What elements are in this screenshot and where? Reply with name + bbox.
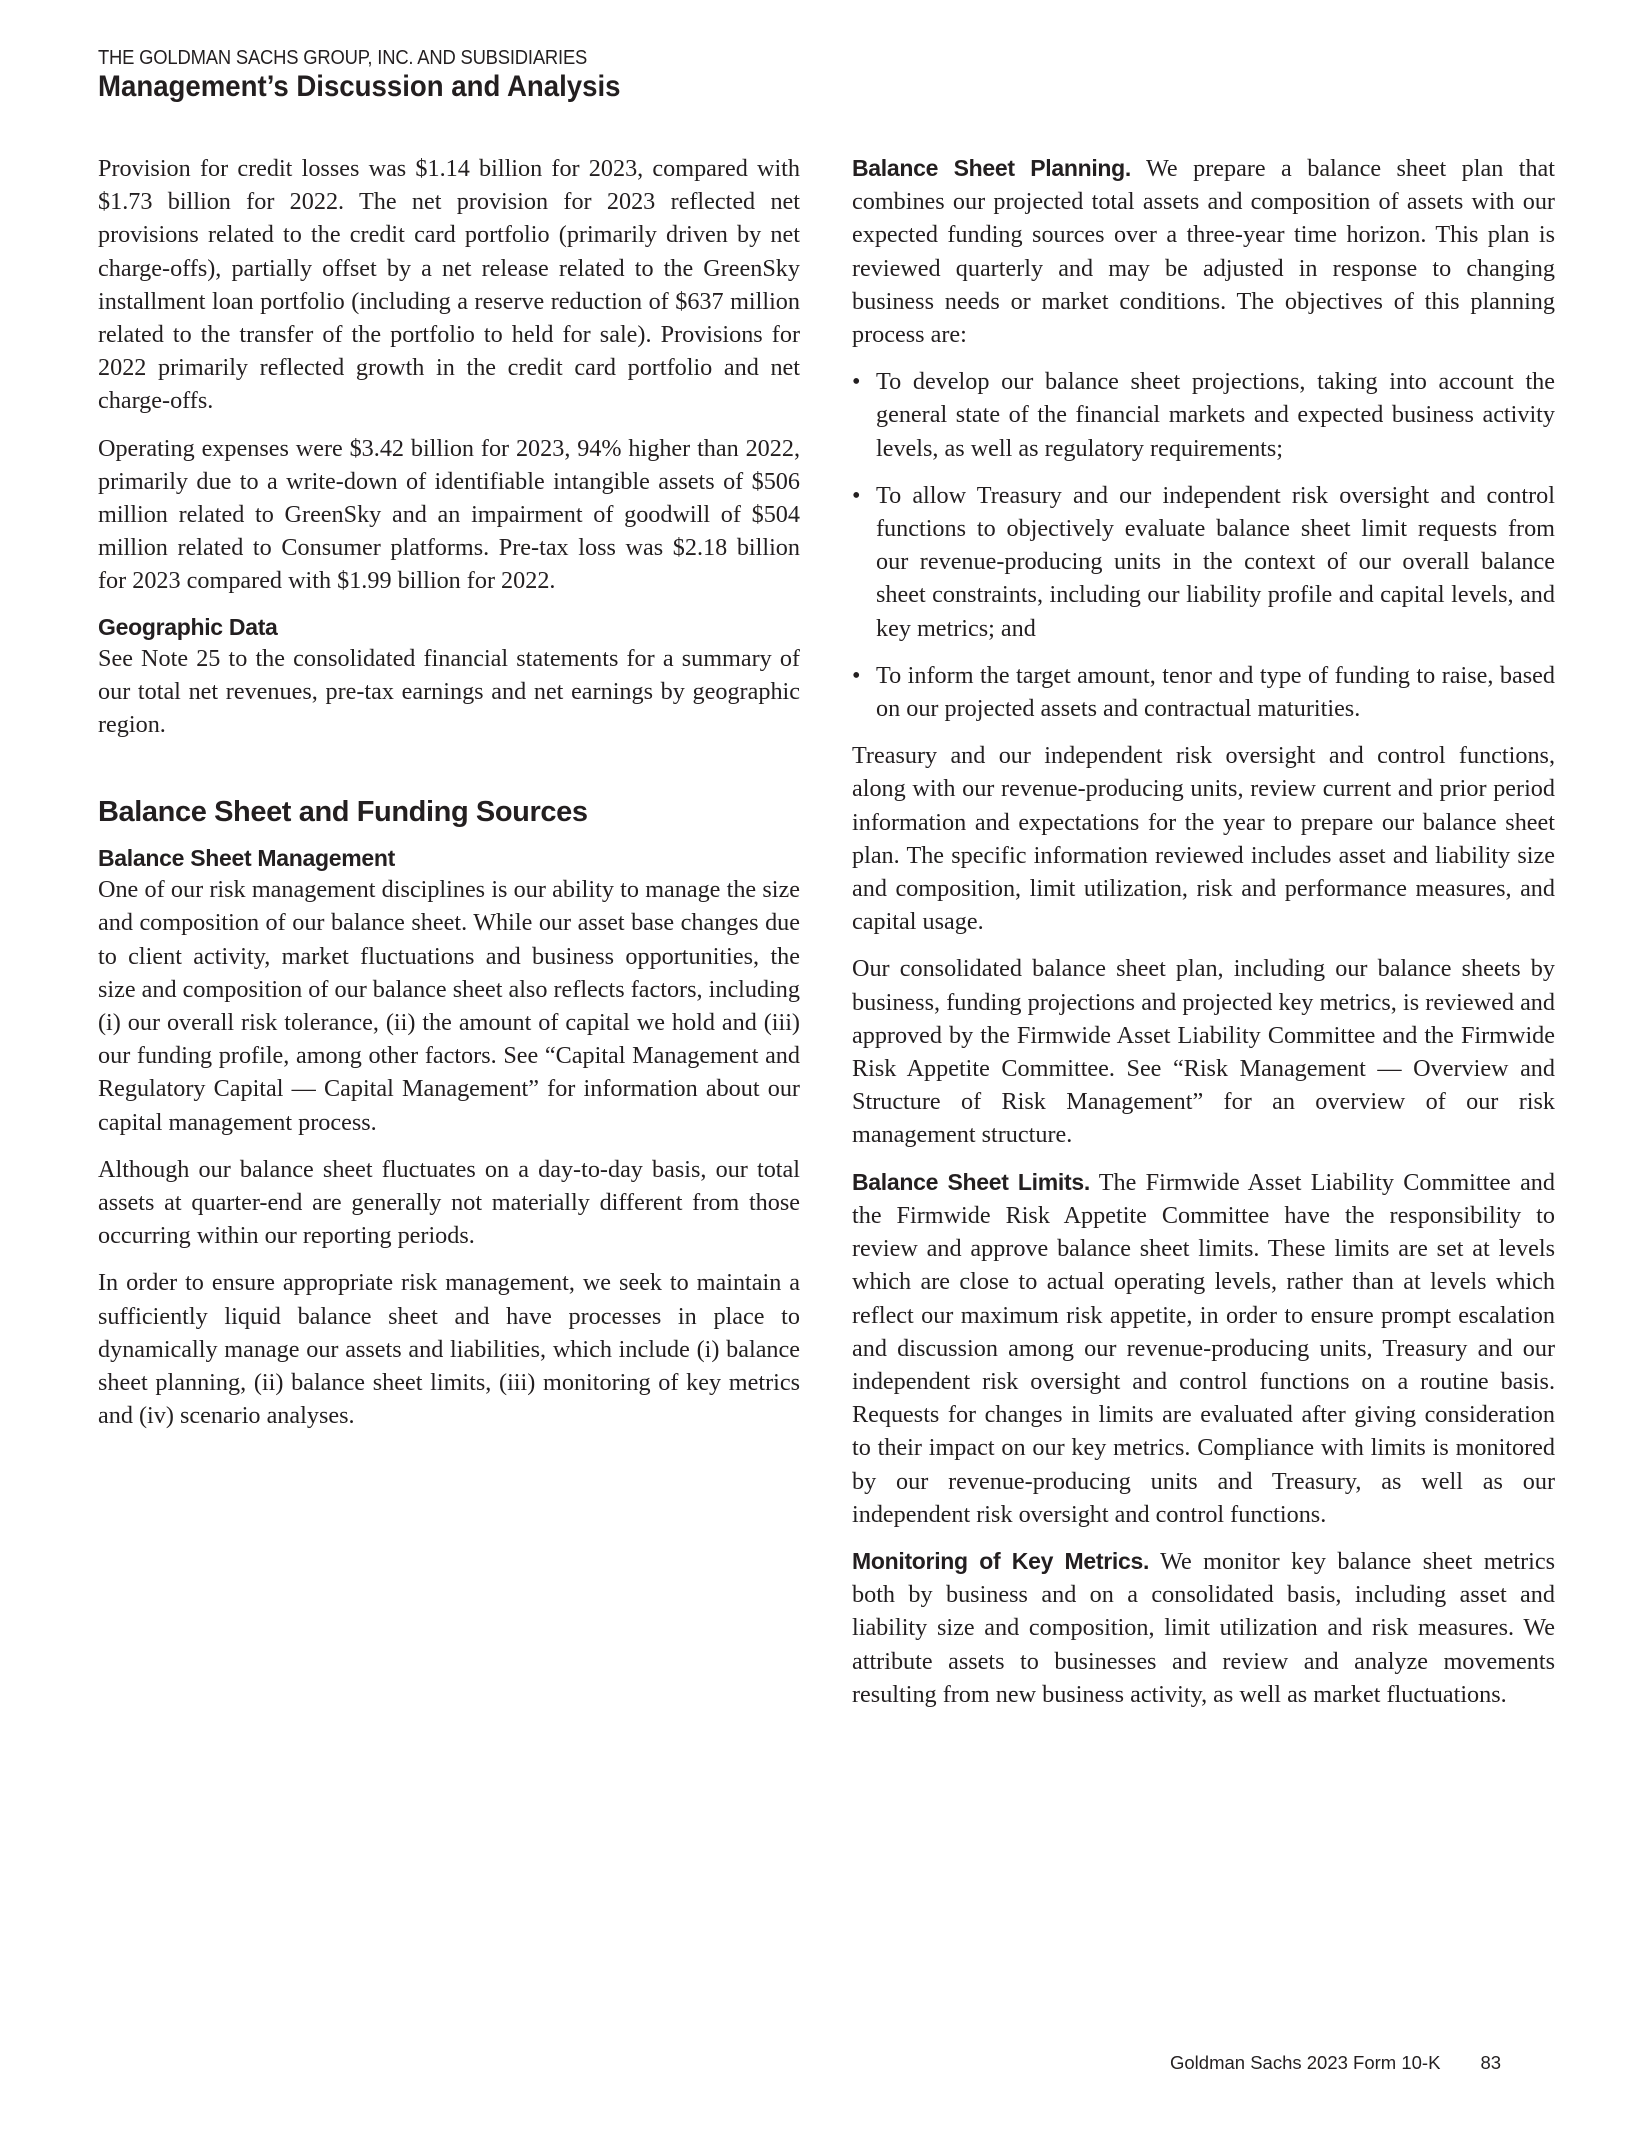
bullet-icon: • xyxy=(852,661,861,689)
page-number: 83 xyxy=(1480,2052,1502,2073)
balance-sheet-planning-paragraph xyxy=(852,152,1555,351)
section-title: Management’s Discussion and Analysis xyxy=(98,70,621,103)
section-spacer xyxy=(98,755,800,795)
balance-sheet-planning-text: We prepare a balance sheet plan that combines our projected total assets and composition of assets with our expected funding sources over a three-year time horizon. This plan is reviewed quarterly and may be adjusted in response to changing business needs or market conditions. The objectives of this planning process are: xyxy=(852,155,1556,349)
balance-sheet-limits-runin: Balance Sheet Limits. xyxy=(852,1168,1090,1195)
key-metrics-text: We monitor key balance sheet metrics both by business and on a consolidated basis, including asset and liability size and composition, limit utilization and risk measures. We attribute assets to businesses and review and analyze movements resulting from new business activity, as well as market fluctuations. xyxy=(852,1547,1555,1708)
balance-sheet-management-paragraph-3: In order to ensure appropriate risk management, we seek to maintain a sufficiently liquid balance sheet and have processes in place to dynamically manage our assets and liabilities, which include (i) balance sheet planning, (ii) balance sheet limits, (iii) monitoring of key metrics and (iv) scenario analyses. xyxy=(98,1269,800,1430)
page-footer xyxy=(1170,2052,1501,2074)
key-metrics-runin: Monitoring of Key Metrics. xyxy=(852,1547,1150,1574)
balance-sheet-management-paragraph-2: Although our balance sheet fluctuates on a day-to-day basis, our total assets at quarter-end are generally not materially different from those occurring within our reporting periods. xyxy=(98,1155,800,1250)
list-item xyxy=(852,479,1555,645)
key-metrics-paragraph xyxy=(852,1545,1555,1711)
bullet-icon: • xyxy=(852,368,861,396)
provision-paragraph: Provision for credit losses was $1.14 billion for 2023, compared with $1.73 billion for 2022. The net provision for 2023 reflected net provisions related to the credit card portfolio (primarily driven by net charge-offs), partially offset by a net release related to the GreenSky installment loan portfolio (including a reserve reduction of $637 million related to the transfer of the portfolio to held for sale). Provisions for 2022 primarily reflected growth in the credit card portfolio and net charge-offs. xyxy=(98,155,800,415)
right-column xyxy=(852,152,1555,1725)
list-item xyxy=(852,659,1555,725)
left-column xyxy=(98,152,800,1447)
geographic-data-heading: Geographic Data xyxy=(98,613,278,640)
company-name: THE GOLDMAN SACHS GROUP, INC. AND SUBSIDIARIES xyxy=(98,47,588,69)
bullet-icon: • xyxy=(852,481,861,509)
geographic-data-paragraph: See Note 25 to the consolidated financial statements for a summary of our total net revenues, pre-tax earnings and net earnings by geographic region. xyxy=(98,644,800,739)
list-item-text: To allow Treasury and our independent risk oversight and control functions to objectively evaluate balance sheet limit requests from our revenue-producing units in the context of our overall balance sheet constraints, including our liability profile and capital levels, and key metrics; and xyxy=(876,481,1555,642)
balance-sheet-management-heading: Balance Sheet Management xyxy=(98,845,396,872)
list-item-text: To develop our balance sheet projections, taking into account the general state of the financial markets and expected business activity levels, as well as regulatory requirements; xyxy=(876,368,1555,462)
page-header xyxy=(98,46,666,104)
balance-sheet-limits-paragraph xyxy=(852,1166,1555,1531)
publication-name: Goldman Sachs 2023 Form 10-K xyxy=(1170,2052,1441,2073)
planning-objectives-list xyxy=(852,365,1555,725)
list-item-text: To inform the target amount, tenor and type of funding to raise, based on our projected assets and contractual maturities. xyxy=(876,661,1555,723)
balance-sheet-management-paragraph-1: One of our risk management disciplines is our ability to manage the size and composition of our balance sheet. While our asset base changes due to client activity, market fluctuations and business opportunities, the size and composition of our balance sheet also reflects factors, including (i) our overall risk tolerance, (ii) the amount of capital we hold and (iii) our funding profile, among other factors. See “Capital Management and Regulatory Capital — Capital Management” for information about our capital management process. xyxy=(98,876,800,1136)
list-item xyxy=(852,365,1555,465)
balance-sheet-planning-runin: Balance Sheet Planning. xyxy=(852,155,1132,181)
operating-expenses-paragraph: Operating expenses were $3.42 billion for 2023, 94% higher than 2022, primarily due to a write-down of identifiable intangible assets of $506 million related to GreenSky and an impairment of goodwill of $504 million related to Consumer platforms. Pre-tax loss was $2.18 billion for 2023 compared with $1.99 billion for 2022. xyxy=(98,434,800,595)
treasury-review-paragraph: Treasury and our independent risk oversight and control functions, along with our revenue-producing units, review current and prior period information and expectations for the year to prepare our balance sheet plan. The specific information reviewed includes asset and liability size and composition, limit utilization, risk and performance measures, and capital usage. xyxy=(852,742,1555,936)
balance-sheet-limits-text: The Firmwide Asset Liability Committee and the Firmwide Risk Appetite Committee have the responsibility to review and approve balance sheet limits. These limits are set at levels which are close to actual operating levels, rather than at levels which reflect our maximum risk appetite, in order to ensure prompt escalation and discussion among our revenue-producing units, Treasury and our independent risk oversight and control functions on a routine basis. Requests for changes in limits are evaluated after giving consideration to their impact on our key metrics. Compliance with limits is monitored by our revenue-producing units and Treasury, as well as our independent risk oversight and control functions. xyxy=(852,1168,1555,1528)
consolidated-plan-paragraph: Our consolidated balance sheet plan, including our balance sheets by business, funding projections and projected key metrics, is reviewed and approved by the Firmwide Asset Liability Committee and the Firmwide Risk Appetite Committee. See “Risk Management — Overview and Structure of Risk Management” for an overview of our risk management structure. xyxy=(852,955,1555,1149)
balance-sheet-funding-heading: Balance Sheet and Funding Sources xyxy=(98,796,588,829)
